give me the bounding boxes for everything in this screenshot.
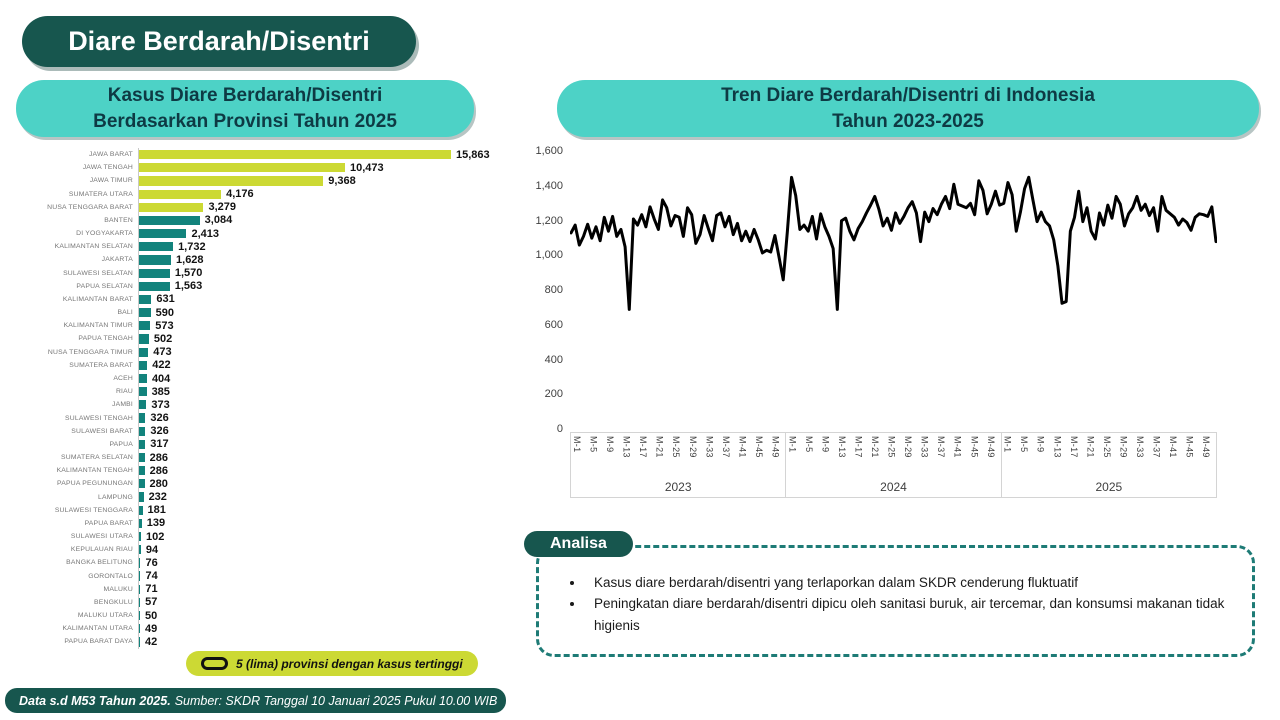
bar-track <box>138 253 500 266</box>
trend-line-chart <box>520 145 1260 500</box>
bar-value-label: 71 <box>145 583 158 596</box>
bar-track <box>138 530 500 543</box>
province-label: BALI <box>117 309 133 317</box>
bar-row <box>22 556 500 569</box>
province-bar <box>139 413 145 422</box>
bar-row <box>22 359 500 372</box>
province-bar <box>139 506 143 515</box>
province-bar <box>139 400 146 409</box>
province-bar <box>139 190 221 199</box>
week-tick-label: M-21 <box>870 436 881 458</box>
analysis-bullet: • Kasus diare berdarah/disentri yang terlaporkan dalam SKDR cenderung fluktuatif <box>585 572 1242 593</box>
bar-track <box>138 385 500 398</box>
y-tick-label: 200 <box>544 388 563 401</box>
province-label: MALUKU UTARA <box>77 612 133 620</box>
data-source-footer <box>5 688 506 713</box>
bar-value-label: 473 <box>153 346 172 359</box>
bar-value-label: 286 <box>149 464 168 477</box>
bar-value-label: 181 <box>147 504 166 517</box>
week-tick-label: M-13 <box>1052 436 1063 458</box>
y-tick-label: 1,000 <box>535 249 563 262</box>
bar-row <box>22 188 500 201</box>
bar-row <box>22 570 500 583</box>
week-tick-label: M-17 <box>853 436 864 458</box>
bar-track <box>138 425 500 438</box>
bar-value-label: 1,732 <box>178 240 206 253</box>
week-tick-label: M-37 <box>936 436 947 458</box>
province-label: JAMBI <box>111 401 133 409</box>
bar-track <box>138 188 500 201</box>
province-label: MALUKU <box>103 585 133 593</box>
week-tick-label: M-1 <box>787 436 798 453</box>
week-tick-label: M-21 <box>1085 436 1096 458</box>
bar-row <box>22 530 500 543</box>
bar-track <box>138 609 500 622</box>
province-label: NUSA TENGGARA BARAT <box>47 203 133 211</box>
week-tick-label: M-45 <box>753 436 764 458</box>
bar-chart-title-line1: Kasus Diare Berdarah/Disentri <box>107 84 383 106</box>
analysis-header: Analisa <box>524 531 633 557</box>
week-tick-label: M-9 <box>605 436 616 453</box>
bar-row <box>22 635 500 648</box>
bar-value-label: 1,563 <box>174 280 203 293</box>
bar-track <box>138 267 500 280</box>
province-label: NUSA TENGGARA TIMUR <box>47 348 133 356</box>
bar-track <box>138 148 500 161</box>
week-tick-label: M-9 <box>1035 436 1046 453</box>
province-label: DI YOGYAKARTA <box>76 230 133 238</box>
bar-row <box>22 622 500 635</box>
province-bar <box>139 440 145 449</box>
week-tick-label: M-33 <box>704 436 715 458</box>
province-bar <box>139 585 140 594</box>
province-bar <box>139 545 141 554</box>
bar-value-label: 9,368 <box>328 174 356 187</box>
bar-row <box>22 451 500 464</box>
province-label: PAPUA SELATAN <box>76 282 133 290</box>
province-label: JAKARTA <box>101 256 133 264</box>
bar-track <box>138 543 500 556</box>
bar-track <box>138 504 500 517</box>
province-bar <box>139 492 144 501</box>
week-tick-label: M-49 <box>1201 436 1212 458</box>
bar-row <box>22 398 500 411</box>
week-tick-label: M-13 <box>836 436 847 458</box>
legend-label: 5 (lima) provinsi dengan kasus tertinggi <box>236 656 463 671</box>
bar-track <box>138 398 500 411</box>
week-tick-label: M-5 <box>588 436 599 453</box>
province-bar <box>139 216 200 225</box>
week-tick-label: M-21 <box>654 436 665 458</box>
bar-value-label: 631 <box>156 293 175 306</box>
bar-track <box>138 556 500 569</box>
bar-value-label: 590 <box>155 306 174 319</box>
week-tick-label: M-45 <box>1184 436 1195 458</box>
week-tick-label: M-29 <box>1118 436 1129 458</box>
week-tick-label: M-37 <box>1151 436 1162 458</box>
bar-track <box>138 280 500 293</box>
bar-track <box>138 319 500 332</box>
province-bar <box>139 321 150 330</box>
bar-chart-title <box>16 80 474 137</box>
province-bar <box>139 163 345 172</box>
bar-value-label: 50 <box>145 609 158 622</box>
province-label: SULAWESI TENGGARA <box>54 506 133 514</box>
bar-track <box>138 596 500 609</box>
bar-value-label: 49 <box>145 622 158 635</box>
province-label: JAWA TIMUR <box>89 177 133 185</box>
bar-value-label: 326 <box>150 425 169 438</box>
province-label: PAPUA BARAT DAYA <box>64 638 133 646</box>
bar-row <box>22 214 500 227</box>
province-bar <box>139 348 148 357</box>
bar-value-label: 3,279 <box>208 201 237 214</box>
province-label: JAWA BARAT <box>88 151 133 159</box>
province-bar <box>139 637 140 646</box>
bar-value-label: 326 <box>150 412 169 425</box>
week-tick-label: M-17 <box>638 436 649 458</box>
line-chart-title-line2: Tahun 2023-2025 <box>832 110 984 132</box>
year-group <box>571 433 785 497</box>
bar-value-label: 74 <box>145 570 158 583</box>
week-tick-label: M-49 <box>770 436 781 458</box>
trend-line-series <box>571 177 1216 309</box>
bar-track <box>138 214 500 227</box>
bar-row <box>22 438 500 451</box>
bar-row <box>22 293 500 306</box>
province-label: KALIMANTAN BARAT <box>62 295 133 303</box>
province-bar <box>139 479 145 488</box>
province-label: ACEH <box>113 375 133 382</box>
province-label: BANTEN <box>104 216 133 224</box>
week-tick-label: M-49 <box>985 436 996 458</box>
year-label: 2024 <box>880 480 907 494</box>
bar-value-label: 94 <box>145 543 159 556</box>
province-label: PAPUA PEGUNUNGAN <box>57 480 133 488</box>
bar-track <box>138 161 500 174</box>
bar-row <box>22 161 500 174</box>
bar-row <box>22 425 500 438</box>
province-bar <box>139 453 145 462</box>
week-tick-label: M-1 <box>572 436 582 453</box>
province-label: SULAWESI UTARA <box>70 533 133 541</box>
province-bar <box>139 255 171 264</box>
province-bar <box>139 519 142 528</box>
province-label: KALIMANTAN TIMUR <box>63 322 133 330</box>
bar-row <box>22 201 500 214</box>
province-label: LAMPUNG <box>97 493 133 501</box>
province-label: RIAU <box>115 388 133 396</box>
bar-value-label: 42 <box>145 635 158 648</box>
province-bar <box>139 374 147 383</box>
bar-track <box>138 332 500 345</box>
week-tick-label: M-41 <box>737 436 748 458</box>
bar-value-label: 10,473 <box>349 161 384 174</box>
bar-value-label: 573 <box>155 319 174 332</box>
bar-row <box>22 477 500 490</box>
week-tick-label: M-25 <box>886 436 897 458</box>
y-tick-label: 1,600 <box>535 145 563 157</box>
week-tick-label: M-1 <box>1002 436 1013 453</box>
province-label: KALIMANTAN TENGAH <box>56 467 133 475</box>
bar-value-label: 15,863 <box>456 148 490 161</box>
week-tick-label: M-25 <box>671 436 682 458</box>
bar-row <box>22 253 500 266</box>
bar-value-label: 404 <box>151 372 171 385</box>
bar-track <box>138 201 500 214</box>
province-label: PAPUA BARAT <box>84 519 133 527</box>
bar-row <box>22 319 500 332</box>
bar-track <box>138 635 500 648</box>
bar-row <box>22 464 500 477</box>
bar-row <box>22 517 500 530</box>
bar-track <box>138 227 500 240</box>
bar-row <box>22 543 500 556</box>
week-tick-label: M-5 <box>803 436 814 453</box>
bar-track <box>138 240 500 253</box>
year-label: 2023 <box>664 480 692 494</box>
bar-track <box>138 451 500 464</box>
province-bar <box>139 571 140 580</box>
bar-row <box>22 609 500 622</box>
province-bar <box>139 269 170 278</box>
week-tick-label: M-13 <box>621 436 632 458</box>
province-bar <box>139 387 147 396</box>
y-tick-label: 1,200 <box>535 214 563 227</box>
week-tick-label: M-45 <box>969 436 980 458</box>
week-tick-label: M-9 <box>820 436 831 453</box>
province-label: KEPULAUAN RIAU <box>70 546 133 554</box>
bar-value-label: 4,176 <box>226 188 254 201</box>
bar-row <box>22 280 500 293</box>
bar-row <box>22 490 500 503</box>
bar-track <box>138 517 500 530</box>
bar-track <box>138 622 500 635</box>
bar-track <box>138 477 500 490</box>
analysis-bullet: • Peningkatan diare berdarah/disentri dipicu oleh sanitasi buruk, air tercemar, dan konsumsi makanan tidak higienis <box>585 593 1242 636</box>
week-tick-label: M-41 <box>1168 436 1179 458</box>
trend-line-plot <box>570 152 1217 432</box>
province-label: SULAWESI BARAT <box>71 427 133 435</box>
bar-row <box>22 306 500 319</box>
bar-row <box>22 596 500 609</box>
bar-row <box>22 346 500 359</box>
province-bar <box>139 334 149 343</box>
bar-value-label: 102 <box>146 530 165 543</box>
bar-value-label: 422 <box>152 359 171 372</box>
province-bar <box>139 176 323 185</box>
analysis-bullet-list <box>539 572 1242 636</box>
bar-row <box>22 332 500 345</box>
province-label: PAPUA TENGAH <box>78 335 133 343</box>
bar-value-label: 1,570 <box>174 267 203 280</box>
bar-value-label: 286 <box>149 451 168 464</box>
province-label: SULAWESI SELATAN <box>63 269 133 277</box>
bar-row <box>22 174 500 187</box>
bar-value-label: 2,413 <box>191 227 219 240</box>
province-bar <box>139 466 145 475</box>
line-chart-title-line1: Tren Diare Berdarah/Disentri di Indonesia <box>721 84 1095 106</box>
bar-track <box>138 490 500 503</box>
line-chart-title <box>557 80 1259 137</box>
analysis-box <box>536 545 1255 657</box>
bar-track <box>138 464 500 477</box>
y-tick-label: 400 <box>544 353 563 366</box>
y-tick-label: 600 <box>544 318 563 331</box>
province-bar <box>139 308 151 317</box>
y-tick-label: 0 <box>556 423 563 435</box>
year-group <box>1001 433 1216 497</box>
week-tick-label: M-33 <box>919 436 930 458</box>
province-bar <box>139 229 186 238</box>
province-bar <box>139 203 203 212</box>
footer-period: Data s.d M53 Tahun 2025. <box>19 693 171 708</box>
bar-row <box>22 583 500 596</box>
province-label: SUMATERA UTARA <box>68 190 133 198</box>
province-label: KALIMANTAN UTARA <box>62 625 133 633</box>
bar-chart-legend <box>186 651 478 676</box>
week-tick-label: M-41 <box>952 436 963 458</box>
bar-row <box>22 504 500 517</box>
y-tick-label: 1,400 <box>535 179 563 192</box>
bar-value-label: 317 <box>150 438 169 451</box>
province-bar <box>139 282 170 291</box>
bar-row <box>22 372 500 385</box>
bar-track <box>138 346 500 359</box>
bar-value-label: 76 <box>145 556 158 569</box>
week-tick-label: M-5 <box>1019 436 1030 453</box>
week-tick-label: M-17 <box>1068 436 1079 458</box>
bar-row <box>22 240 500 253</box>
week-tick-label: M-37 <box>720 436 731 458</box>
week-tick-label: M-33 <box>1134 436 1145 458</box>
bar-row <box>22 385 500 398</box>
bar-track <box>138 306 500 319</box>
week-tick-label: M-25 <box>1101 436 1112 458</box>
province-bar <box>139 242 173 251</box>
province-bar <box>139 598 140 607</box>
province-bar <box>139 150 451 159</box>
bar-value-label: 385 <box>151 385 170 398</box>
bar-track <box>138 372 500 385</box>
highlight-capsule-icon <box>201 657 228 670</box>
bar-track <box>138 583 500 596</box>
bar-value-label: 502 <box>153 332 173 345</box>
page-title: Diare Berdarah/Disentri <box>22 16 416 67</box>
bar-track <box>138 438 500 451</box>
province-bar-chart <box>22 148 500 649</box>
bar-track <box>138 411 500 424</box>
bar-value-label: 1,628 <box>176 253 204 266</box>
province-bar <box>139 558 140 567</box>
bar-value-label: 57 <box>145 596 158 609</box>
week-tick-label: M-29 <box>687 436 698 458</box>
province-bar <box>139 611 140 620</box>
province-bar <box>139 624 140 633</box>
province-bar <box>139 532 141 541</box>
bar-track <box>138 359 500 372</box>
week-tick-label: M-29 <box>903 436 914 458</box>
province-label: BANGKA BELITUNG <box>66 559 133 567</box>
bar-value-label: 373 <box>151 398 170 411</box>
bar-track <box>138 570 500 583</box>
province-label: PAPUA <box>109 440 133 448</box>
province-bar <box>139 295 151 304</box>
province-label: GORONTALO <box>88 572 133 580</box>
province-label: SUMATERA SELATAN <box>61 454 133 462</box>
bar-chart-title-line2: Berdasarkan Provinsi Tahun 2025 <box>93 110 397 132</box>
year-label: 2025 <box>1095 480 1123 494</box>
province-label: SUMATERA BARAT <box>69 361 133 369</box>
province-label: SULAWESI TENGAH <box>65 414 133 422</box>
bar-row <box>22 411 500 424</box>
province-label: BENGKULU <box>94 598 133 606</box>
year-group <box>785 433 1000 497</box>
bar-row <box>22 267 500 280</box>
province-label: JAWA TENGAH <box>82 164 133 172</box>
bar-value-label: 280 <box>149 477 168 490</box>
bar-value-label: 3,084 <box>204 214 233 227</box>
bar-row <box>22 148 500 161</box>
province-bar <box>139 361 147 370</box>
x-axis-band <box>570 432 1217 498</box>
bar-value-label: 232 <box>148 491 167 504</box>
province-label: KALIMANTAN SELATAN <box>54 243 133 251</box>
y-tick-label: 800 <box>544 284 563 296</box>
province-bar <box>139 427 145 436</box>
bar-track <box>138 174 500 187</box>
bar-row <box>22 227 500 240</box>
bar-track <box>138 293 500 306</box>
bar-value-label: 139 <box>146 517 166 530</box>
footer-source: Sumber: SKDR Tanggal 10 Januari 2025 Pukul 10.00 WIB <box>174 693 498 708</box>
